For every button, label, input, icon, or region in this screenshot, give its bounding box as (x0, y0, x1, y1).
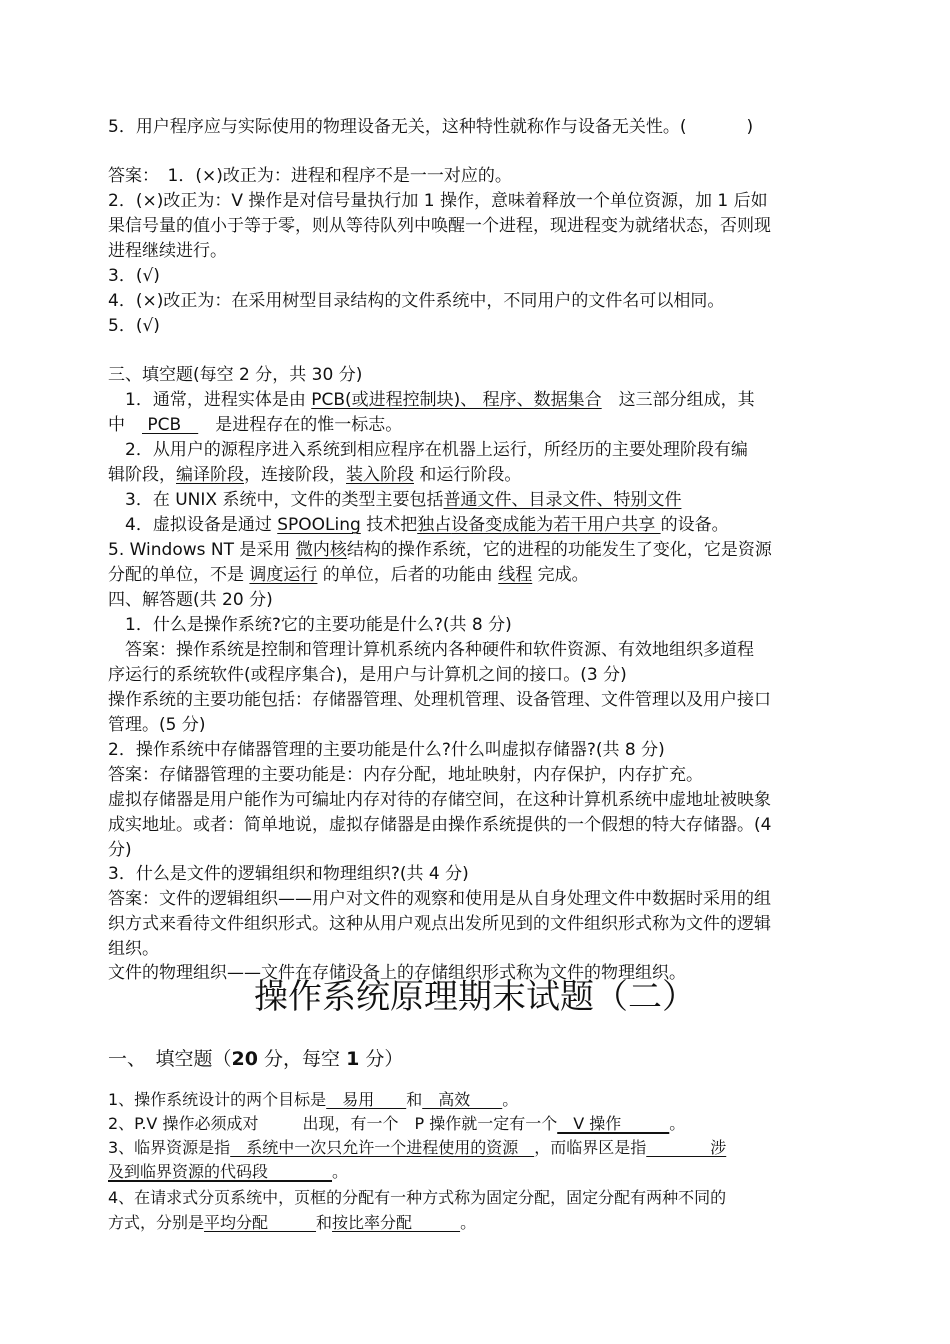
fill-2-line-1: 2．从用户的源程序进入系统到相应程序在机器上运行，所经历的主要处理阶段有编 (108, 440, 748, 460)
text: 是进程存在的惟一标志。 (198, 415, 403, 435)
fill-5-line-2 (108, 563, 853, 587)
answer-blank: 按比率分配 (332, 1213, 461, 1232)
text: 分，每空 (257, 1048, 347, 1070)
question-4-1: 1．什么是操作系统?它的主要功能是什么?(共 8 分) (108, 615, 512, 635)
text: 一、 填空题（ (108, 1048, 232, 1070)
text: 的单位，后者的功能由 (317, 565, 499, 585)
answer-2-line-1: 2．(×)改正为：V 操作是对信号量执行加 1 操作，意味着释放一个单位资源，加 1 后如 (108, 191, 768, 211)
text: 和 (316, 1213, 333, 1232)
answer-4-3-line-2: 织方式来看待文件组织形式。这种从用户观点出发所见到的文件组织形式称为文件的逻辑 (108, 914, 771, 934)
fill-2-line-2 (108, 463, 853, 487)
answer-4-1-line-2: 序运行的系统软件(或程序集合)，是用户与计算机之间的接口。(3 分) (108, 665, 627, 685)
fill-5-line-1 (108, 538, 853, 562)
exam-2-fill-3-line-2 (108, 1160, 853, 1184)
text: 。 (502, 1090, 519, 1109)
answer-4-2-line-4: 分) (108, 840, 132, 860)
section-3-heading: 三、填空题(每空 2 分，共 30 分) (108, 365, 363, 385)
question-4-3: 3．什么是文件的逻辑组织和物理组织?(共 4 分) (108, 864, 469, 884)
answer-blank: 线程 (498, 565, 533, 585)
text: 中 (108, 415, 142, 435)
answer-4-2-line-2: 虚拟存储器是用户能作为可编址内存对待的存储空间，在这种计算机系统中虚地址被映象 (108, 790, 771, 810)
exam-2-fill-4-line-1: 4、在请求式分页系统中，页框的分配有一种方式称为固定分配，固定分配有两种不同的 (108, 1188, 727, 1207)
answer-4-3-line-4: 文件的物理组织——文件在存储设备上的存储组织形式称为文件的物理组织。 (108, 963, 686, 983)
answer-4-1-line-3: 操作系统的主要功能包括：存储器管理、处理机管理、设备管理、文件管理以及用户接口 (108, 690, 771, 710)
answer-blank: 微内核 (295, 540, 347, 560)
text: 1 (346, 1048, 360, 1070)
text: 出现，有一个 P 操作就一定有一个 (302, 1114, 558, 1133)
text: 分配的单位，不是 (108, 565, 250, 585)
text: 1、操作系统设计的两个目标是 (108, 1090, 327, 1109)
text: 这三部分组成，其 (601, 390, 755, 410)
answer-4-1-line-1: 答案：操作系统是控制和管理计算机系统内各种硬件和软件资源、有效地组织多道程 (108, 640, 754, 660)
text: 结构的操作系统，它的进程的功能发生了变化，它是资源 (346, 540, 772, 560)
exam-2-section-1-heading (108, 1045, 853, 1073)
fill-1-line-2 (108, 413, 853, 437)
text: 和 (406, 1090, 423, 1109)
text: 技术把 (360, 515, 418, 535)
answer-3: 3．(√) (108, 266, 160, 286)
answer-blank: 易用 (326, 1090, 407, 1109)
answer-blank: SPOOLing (277, 515, 361, 535)
answer-blank: 系统中一次只允许一个进程使用的资源 (230, 1138, 535, 1157)
answer-2-line-3: 进程继续进行。 (108, 241, 227, 261)
answer-blank: 装入阶段 (346, 465, 414, 485)
fill-1-line-1 (108, 388, 853, 412)
text: 5. Windows NT 是采用 (108, 540, 296, 560)
question-5-text: 5．用户程序应与实际使用的物理设备无关，这种特性就称作与设备无关性。( (108, 117, 687, 137)
answer-blank: 设备变成能为若干用户共享 (451, 515, 661, 535)
text: ，连接阶段， (244, 465, 346, 485)
text: 和运行阶段。 (414, 465, 522, 485)
answer-5: 5．(√) (108, 316, 160, 336)
exam-2-fill-1 (108, 1088, 853, 1112)
answer-1: 答案： 1．(×)改正为：进程和程序不是一一对应的。 (108, 166, 512, 186)
answer-blank: 调度运行 (249, 565, 318, 585)
answer-4: 4．(×)改正为：在采用树型目录结构的文件系统中，不同用户的文件名可以相同。 (108, 291, 725, 311)
answer-4-3-line-1: 答案：文件的逻辑组织——用户对文件的观察和使用是从自身处理文件中数据时采用的组 (108, 889, 771, 909)
exam-2-fill-2 (108, 1112, 853, 1136)
text: 分） (359, 1048, 404, 1070)
text: 辑阶段， (108, 465, 176, 485)
question-5-close: ) (746, 117, 754, 137)
fill-4 (108, 513, 853, 537)
text: 1．通常，进程实体是由 (108, 390, 312, 410)
text: 2、P.V 操作必须成对 (108, 1114, 259, 1133)
answer-blank: 及到临界资源的代码段 (108, 1162, 333, 1181)
section-4-heading: 四、解答题(共 20 分) (108, 590, 273, 610)
text: 完成。 (532, 565, 589, 585)
answer-4-1-line-4: 管理。(5 分) (108, 715, 206, 735)
answer-4-3-line-3: 组织。 (108, 939, 159, 959)
answer-blank: 普通文件、目录文件、特别文件 (443, 490, 682, 510)
text: 方式，分别是 (108, 1213, 205, 1232)
exam-2-fill-4-line-2 (108, 1211, 853, 1235)
text: 20 (231, 1048, 258, 1070)
answer-2-line-2: 果信号量的值小于等于零，则从等待队列中唤醒一个进程，现进程变为就绪状态，否则现 (108, 216, 771, 236)
text: 。 (460, 1213, 477, 1232)
text: 3．在 UNIX 系统中，文件的类型主要包括 (108, 490, 444, 510)
text: 的设备。 (660, 515, 729, 535)
question-4-2: 2．操作系统中存储器管理的主要功能是什么?什么叫虚拟存储器?(共 8 分) (108, 740, 665, 760)
exam-2-title: 操作系统原理期末试题（二） (254, 977, 696, 1017)
text: ，而临界区是指 (534, 1138, 647, 1157)
answer-blank: PCB(或进程控制块)、 程序、数据集合 (311, 390, 602, 410)
answer-blank: PCB (142, 415, 199, 435)
text: 。 (332, 1162, 349, 1181)
answer-blank: 高效 (422, 1090, 503, 1109)
text: 3、临界资源是指 (108, 1138, 231, 1157)
answer-4-2-line-3: 成实地址。或者：简单地说，虚拟存储器是由操作系统提供的一个假想的特大存储器。(4 (108, 815, 772, 835)
text: 4．虚拟设备是通过 (108, 515, 278, 535)
answer-blank: 平均分配 (204, 1213, 317, 1232)
answer-blank: 涉 (646, 1138, 727, 1157)
answer-blank: 编译阶段 (176, 465, 244, 485)
text: 。 (669, 1114, 686, 1133)
fill-3 (108, 488, 853, 512)
answer-4-2-line-1: 答案：存储器管理的主要功能是：内存分配，地址映射，内存保护，内存扩充。 (108, 765, 703, 785)
answer-blank: V 操作 (557, 1114, 670, 1133)
question-5 (108, 115, 853, 139)
answer-blank: 独占 (417, 515, 452, 535)
exam-2-fill-3-line-1 (108, 1136, 853, 1160)
